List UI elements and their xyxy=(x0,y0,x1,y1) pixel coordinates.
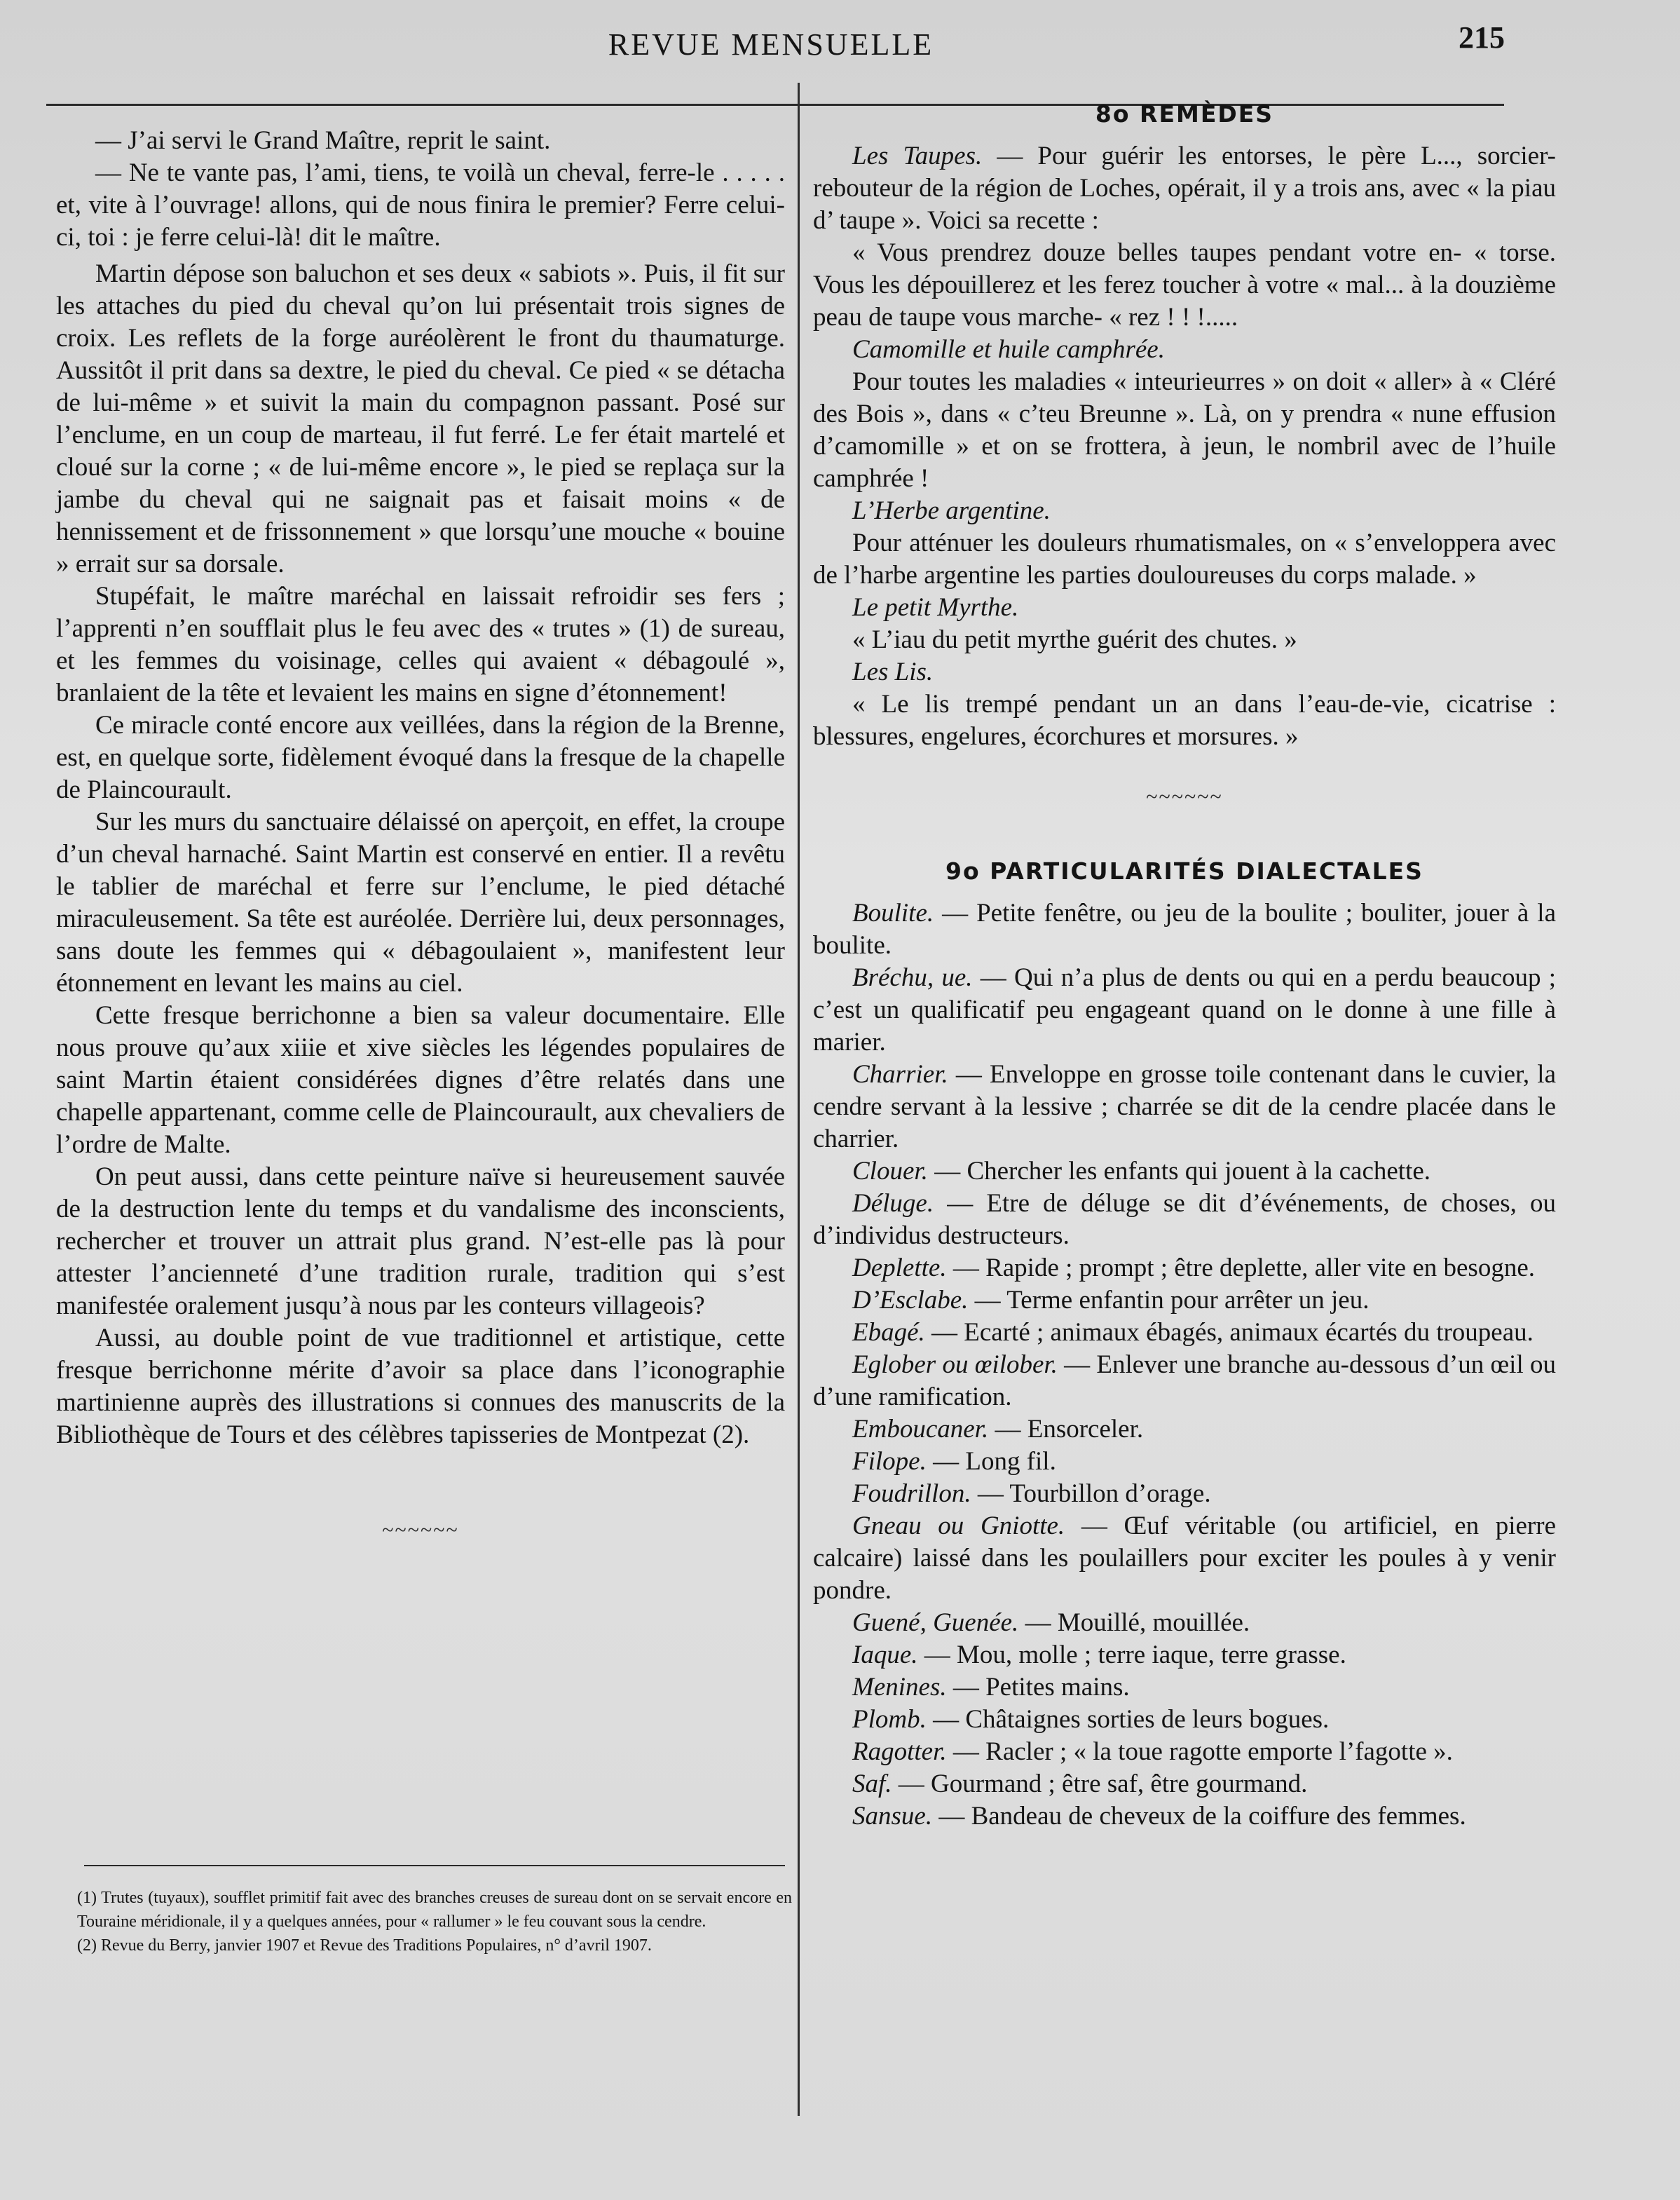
entry xyxy=(813,1155,1556,1188)
entry xyxy=(813,1736,1556,1768)
entry xyxy=(813,1607,1556,1639)
entry-text: — Mouillé, mouillée. xyxy=(1018,1608,1250,1637)
footnotes xyxy=(77,1886,792,1957)
entry xyxy=(813,1252,1556,1284)
entry xyxy=(813,688,1556,753)
entry xyxy=(813,1478,1556,1510)
entry-term: Foudrillon. xyxy=(852,1479,971,1508)
entry-term: Sansue. xyxy=(852,1802,933,1831)
entry-text: — Mou, molle ; terre iaque, terre grasse. xyxy=(917,1641,1346,1669)
entry-term: Gneau ou Gniotte. xyxy=(852,1512,1065,1540)
entry xyxy=(813,1800,1556,1833)
entry xyxy=(813,237,1556,334)
entry xyxy=(813,1671,1556,1704)
entry-term: Les Taupes. xyxy=(852,142,983,170)
page-number: 215 xyxy=(1459,20,1505,55)
entry-term: Déluge. xyxy=(852,1189,934,1218)
column-divider xyxy=(798,83,800,2116)
entry-term: Charrier. xyxy=(852,1060,948,1089)
paragraph: — J’ai servi le Grand Maître, reprit le saint. xyxy=(95,126,551,155)
entry xyxy=(813,1639,1556,1671)
entry xyxy=(813,897,1556,962)
remedes-list xyxy=(813,140,1556,753)
entry xyxy=(813,1413,1556,1446)
entry xyxy=(813,1768,1556,1800)
section-ornament: ~~~~~~ xyxy=(1146,785,1223,808)
entry-term: Deplette. xyxy=(852,1254,947,1282)
entry-text: — Pour guérir les entorses, le père L..., sorcier-rebouteur de la région de Loches, opérait, il y a trois ans, avec « la piau d’ taupe ». Voici sa recette : xyxy=(813,142,1556,235)
entry-term: Les Lis. xyxy=(852,658,934,686)
entry-text: — Tourbillon d’orage. xyxy=(971,1479,1211,1508)
entry-term: D’Esclabe. xyxy=(852,1286,969,1315)
entry xyxy=(813,1446,1556,1478)
entry-text: — Long fil. xyxy=(926,1447,1056,1476)
entry xyxy=(813,527,1556,592)
footnote-2: (2) Revue du Berry, janvier 1907 et Revue des Traditions Populaires, n° d’avril 1907. xyxy=(77,1936,652,1955)
entry-term: Guené, Guenée. xyxy=(852,1608,1019,1637)
entry xyxy=(813,656,1556,688)
right-column xyxy=(813,98,1556,1833)
entry-term: L’Herbe argentine. xyxy=(852,496,1051,525)
entry-term: Bréchu, ue. xyxy=(852,963,973,992)
entry-text: — Terme enfantin pour arrêter un jeu. xyxy=(968,1286,1370,1315)
entry xyxy=(813,962,1556,1059)
entry-text: — Ecarté ; animaux ébagés, animaux écartés du troupeau. xyxy=(924,1318,1534,1347)
entry-term: Saf. xyxy=(852,1770,892,1798)
entry-text: — Ensorceler. xyxy=(988,1415,1144,1444)
footnote-1: (1) Trutes (tuyaux), soufflet primitif fait avec des branches creuses de sureau dont on se servait encore en Touraine méridionale, il y a quelques années, pour « rallumer » le feu couvant sous la cendre. xyxy=(77,1889,792,1931)
paragraph: On peut aussi, dans cette peinture naïve si heureusement sauvée de la destruction lente du temps et du vandalisme des inconscients, rechercher et trouver un attrait plus grand. N’est-elle pas là pour attester l’ancienneté d’une tradition rurale, tradition qui s’est manifestée oralement jusqu’à nous par les conteurs villageois? xyxy=(56,1162,785,1320)
entry-text: Pour toutes les maladies « inteurieurres » on doit « aller» à « Cléré des Bois », dans « c’teu Breunne ». Là, on y prendra « nune effusion d’camomille » et on se frottera, à jeun, le nombril avec de l’huile camphrée ! xyxy=(813,367,1556,493)
entry-text: — Qui n’a plus de dents ou qui en a perdu beaucoup ; c’est un qualificatif peu engageant quand on le donne à une fille à marier. xyxy=(813,963,1556,1057)
entry-text: — Petite fenêtre, ou jeu de la boulite ; bouliter, jouer à la boulite. xyxy=(813,899,1556,960)
left-column xyxy=(56,125,785,1568)
entry-text: — Châtaignes sorties de leurs bogues. xyxy=(926,1705,1330,1734)
paragraph: Ce miracle conté encore aux veillées, dans la région de la Brenne, est, en quelque sorte, fidèlement évoqué dans la fresque de la chapelle de Plaincourault. xyxy=(56,711,785,804)
entry-term: Filope. xyxy=(852,1447,927,1476)
entry-text: — Gourmand ; être saf, être gourmand. xyxy=(892,1770,1308,1798)
entry-term: Menines. xyxy=(852,1673,947,1702)
entry xyxy=(813,592,1556,624)
entry-term: Ragotter. xyxy=(852,1737,947,1766)
entry xyxy=(813,624,1556,656)
entry-text: — Bandeau de cheveux de la coiffure des femmes. xyxy=(932,1802,1466,1831)
entry-text: — Chercher les enfants qui jouent à la cachette. xyxy=(927,1157,1431,1186)
section-heading-dialect: 9o PARTICULARITÉS DIALECTALES xyxy=(945,857,1423,885)
entry xyxy=(813,1317,1556,1349)
entry-term: Emboucaner. xyxy=(852,1415,989,1444)
entry-text: — Enlever une branche au-dessous d’un œil ou d’une ramification. xyxy=(813,1350,1556,1411)
section-heading-remedes: 8o REMÈDES xyxy=(1095,100,1274,128)
footnote-rule xyxy=(84,1865,785,1866)
paragraph: Sur les murs du sanctuaire délaissé on aperçoit, en effet, la croupe d’un cheval harnaché. Saint Martin est conservé en entier. Il a revêtu le tablier de maréchal et ferre sur l’enclume, le pied détaché miraculeusement. Sa tête est auréolée. Derrière lui, deux personnages, sans doute les femmes qui « débagoulaient », manifestent leur étonnement en levant les mains au ciel. xyxy=(56,808,785,998)
entry xyxy=(813,1059,1556,1155)
entry-term: Ebagé. xyxy=(852,1318,925,1347)
entry xyxy=(813,366,1556,495)
entry-text: « Le lis trempé pendant un an dans l’eau-de-vie, cicatrise : blessures, engelures, écorchures et morsures. » xyxy=(813,690,1556,751)
entry xyxy=(813,1349,1556,1413)
entry-term: Clouer. xyxy=(852,1157,928,1186)
entry-text: — Œuf véritable (ou artificiel, en pierre calcaire) laissé dans les poulaillers pour exciter les poules à y venir pondre. xyxy=(813,1512,1556,1605)
paragraph: — Ne te vante pas, l’ami, tiens, te voilà un cheval, ferre-le . . . . . et, vite à l’ouvrage! allons, qui de nous finira le premier? Ferre celui-ci, toi : je ferre celui-là! dit le maître. xyxy=(56,158,785,252)
paragraph: Martin dépose son baluchon et ses deux « sabiots ». Puis, il fit sur les attaches du pied du cheval qu’on lui présentait trois signes de croix. Les reflets de la forge auréolèrent le front du thaumaturge. Aussitôt il prit dans sa dextre, le pied du cheval. Ce pied « se détacha de lui-même » et suivit la main du compagnon passant. Posé sur l’enclume, en un coup de marteau, il fut ferré. Le fer était martelé et cloué sur la corne ; « de lui-même encore », le pied se replaça sur la jambe du cheval qui ne saignait pas et faisait moins « de hennissement et de frissonnement » que lorsqu’une mouche « bouine » errait sur sa dorsale. xyxy=(56,259,785,578)
entry xyxy=(813,1510,1556,1607)
entry xyxy=(813,1284,1556,1317)
entry-text: « L’iau du petit myrthe guérit des chutes. » xyxy=(852,625,1297,654)
entry-term: Plomb. xyxy=(852,1705,927,1734)
entry xyxy=(813,334,1556,366)
entry xyxy=(813,495,1556,527)
entry-term: Boulite. xyxy=(852,899,934,928)
paragraph: Aussi, au double point de vue traditionnel et artistique, cette fresque berrichonne mérite d’avoir sa place dans l’iconographie martinienne auprès des illustrations si connues des manuscrits de la Bibliothèque de Tours et des célèbres tapisseries de Montpezat (2). xyxy=(56,1324,785,1449)
entry-text: — Racler ; « la toue ragotte emporte l’fagotte ». xyxy=(946,1737,1453,1766)
running-header-title: REVUE MENSUELLE xyxy=(608,27,934,62)
section-ornament: ~~~~~~ xyxy=(382,1519,459,1542)
paragraph: Stupéfait, le maître maréchal en laissait refroidir ses fers ; l’apprenti n’en soufflait plus le feu avec des « trutes » (1) de sureau, et les femmes du voisinage, celles qui avaient « débagoulé », branlaient de la tête et levaient les mains en signe d’étonnement! xyxy=(56,582,785,707)
entry xyxy=(813,140,1556,237)
dialect-list xyxy=(813,897,1556,1833)
entry-text: — Enveloppe en grosse toile contenant dans le cuvier, la cendre servant à la lessive ; charrée se dit de la cendre placée dans le charrier. xyxy=(813,1060,1556,1153)
entry-text: — Etre de déluge se dit d’événements, de choses, ou d’individus destructeurs. xyxy=(813,1189,1556,1250)
entry-text: Pour atténuer les douleurs rhumatismales, on « s’enveloppera avec de l’harbe argentine les parties douloureuses du corps malade. » xyxy=(813,529,1556,590)
entry xyxy=(813,1188,1556,1252)
paragraph: Cette fresque berrichonne a bien sa valeur documentaire. Elle nous prouve qu’aux xiiie et xive siècles les légendes populaires de saint Martin étaient considérées dignes d’être relatés dans une chapelle appartenant, comme celle de Plaincourault, aux chevaliers de l’ordre de Malte. xyxy=(56,1001,785,1159)
entry-term: Camomille et huile camphrée. xyxy=(852,335,1165,364)
entry-term: Le petit Myrthe. xyxy=(852,593,1019,622)
entry-term: Eglober ou œilober. xyxy=(852,1350,1058,1379)
entry-text: — Rapide ; prompt ; être deplette, aller vite en besogne. xyxy=(946,1254,1535,1282)
entry-text: — Petites mains. xyxy=(946,1673,1130,1702)
entry-text: « Vous prendrez douze belles taupes pendant votre en- « torse. Vous les dépouillerez et les ferez toucher à votre « mal... à la douzième peau de taupe vous marche- « rez ! ! !..... xyxy=(813,238,1556,332)
entry-term: Iaque. xyxy=(852,1641,918,1669)
entry xyxy=(813,1704,1556,1736)
